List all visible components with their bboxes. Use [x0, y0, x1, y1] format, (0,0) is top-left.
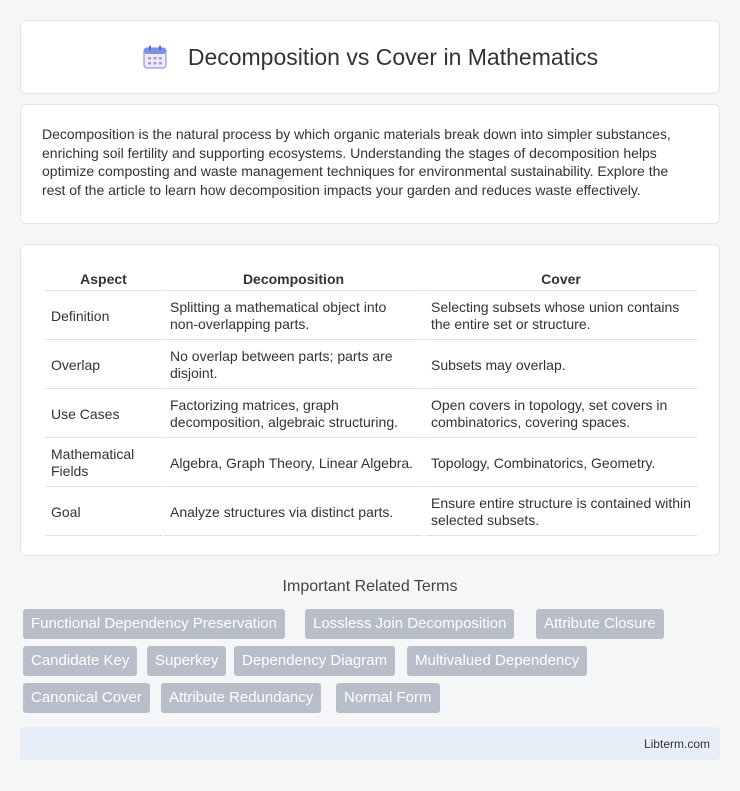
table-row	[45, 293, 697, 340]
tag-superkey[interactable]: Superkey	[147, 646, 226, 676]
intro-text: Decomposition is the natural process by which organic materials break down into simpler substances, enriching soil fertility and supporting ecosystems. Understanding the stages of decomposition helps optimize composting and waste management techniques for environmental sustainability. Explore the rest of the article to learn how decomposition impacts your garden and reduces waste effectively.	[42, 126, 671, 198]
table-cell: Factorizing matrices, graph decomposition, algebraic structuring.	[164, 391, 423, 438]
table-cell: Overlap	[45, 342, 162, 389]
table-cell: Algebra, Graph Theory, Linear Algebra.	[164, 440, 423, 487]
header-decomposition: Decomposition	[164, 267, 423, 291]
tag-lossless-join-decomposition[interactable]: Lossless Join Decomposition	[305, 609, 514, 639]
table-cell: Use Cases	[45, 391, 162, 438]
comparison-table	[43, 265, 699, 538]
table-cell: Analyze structures via distinct parts.	[164, 489, 423, 536]
intro-card	[20, 104, 720, 224]
table-header-row	[45, 267, 697, 291]
table-cell: Splitting a mathematical object into non-overlapping parts.	[164, 293, 423, 340]
tag-candidate-key[interactable]: Candidate Key	[23, 646, 137, 676]
table-cell: Topology, Combinatorics, Geometry.	[425, 440, 697, 487]
table-cell: Selecting subsets whose union contains the entire set or structure.	[425, 293, 697, 340]
table-cell: Goal	[45, 489, 162, 536]
header-cover: Cover	[425, 267, 697, 291]
tag-multivalued-dependency[interactable]: Multivalued Dependency	[407, 646, 587, 676]
tag-attribute-redundancy[interactable]: Attribute Redundancy	[161, 683, 321, 713]
tag-dependency-diagram[interactable]: Dependency Diagram	[234, 646, 395, 676]
tag-functional-dependency-preservation[interactable]: Functional Dependency Preservation	[23, 609, 285, 639]
header-card	[20, 20, 720, 94]
page-title: Decomposition vs Cover in Mathematics	[187, 43, 599, 70]
tag-normal-form[interactable]: Normal Form	[336, 683, 440, 713]
table-cell: Ensure entire structure is contained within selected subsets.	[425, 489, 697, 536]
table-cell: Open covers in topology, set covers in combinatorics, covering spaces.	[425, 391, 697, 438]
comparison-card	[20, 244, 720, 556]
table-cell: No overlap between parts; parts are disjoint.	[164, 342, 423, 389]
calendar-icon	[142, 44, 168, 70]
footer	[20, 727, 720, 760]
tag-canonical-cover[interactable]: Canonical Cover	[23, 683, 150, 713]
table-cell: Mathematical Fields	[45, 440, 162, 487]
table-cell: Subsets may overlap.	[425, 342, 697, 389]
header-aspect: Aspect	[45, 267, 162, 291]
table-row	[45, 489, 697, 536]
footer-site-link[interactable]: Libterm.com	[643, 737, 710, 751]
table-row	[45, 391, 697, 438]
table-row	[45, 440, 697, 487]
related-terms-title: Important Related Terms	[282, 578, 458, 595]
table-cell: Definition	[45, 293, 162, 340]
table-row	[45, 342, 697, 389]
tag-attribute-closure[interactable]: Attribute Closure	[536, 609, 664, 639]
